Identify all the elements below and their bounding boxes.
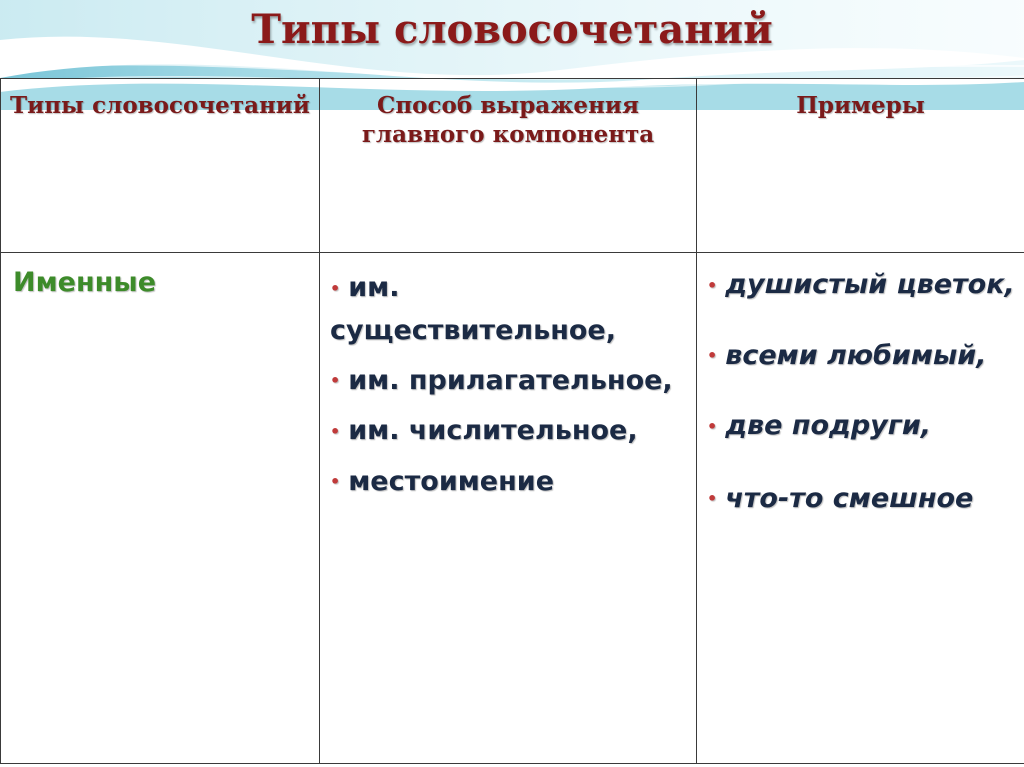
bullet-dot-icon: •	[707, 489, 718, 508]
examples-cell	[697, 253, 1024, 764]
bullet-dot-icon: •	[707, 275, 718, 295]
list-item	[707, 336, 1018, 377]
list-item	[330, 410, 690, 453]
example-text: две подруги,	[725, 410, 932, 441]
bullet-dot-icon: •	[330, 472, 341, 491]
example-text: что-то смешное	[725, 482, 974, 514]
method-text: им. существительное,	[330, 272, 617, 346]
method-text: им. числительное,	[348, 415, 638, 446]
header-cell-method	[320, 79, 697, 253]
list-item	[330, 267, 690, 352]
slide-title: Типы словосочетаний	[251, 6, 773, 53]
header-types-label: Типы словосочетаний	[10, 92, 310, 119]
header-method-label: Способ выражения главного компонента	[361, 92, 655, 148]
list-item	[707, 265, 1018, 306]
example-text: всеми любимый,	[725, 339, 987, 371]
bullet-dot-icon: •	[330, 278, 341, 298]
method-cell	[320, 253, 697, 764]
bullet-dot-icon: •	[330, 421, 341, 441]
header-cell-types	[1, 79, 320, 253]
method-text: местоимение	[348, 465, 555, 497]
bullet-dot-icon: •	[707, 346, 718, 365]
word-combination-table	[0, 78, 1024, 764]
list-item	[707, 406, 1018, 447]
bullet-dot-icon: •	[330, 371, 341, 390]
header-cell-examples	[697, 79, 1024, 253]
table-row	[1, 253, 1024, 764]
method-list	[320, 253, 696, 503]
type-label: Именные	[13, 267, 157, 298]
list-item	[707, 479, 1018, 520]
list-item	[330, 461, 690, 504]
list-item	[330, 360, 690, 403]
method-text: им. прилагательное,	[348, 364, 673, 396]
type-cell	[1, 253, 320, 764]
examples-list	[697, 253, 1024, 519]
bullet-dot-icon: •	[707, 416, 718, 436]
example-text: душистый цветок,	[725, 269, 1015, 300]
header-examples-label: Примеры	[796, 92, 925, 119]
table-header-row	[1, 79, 1024, 253]
